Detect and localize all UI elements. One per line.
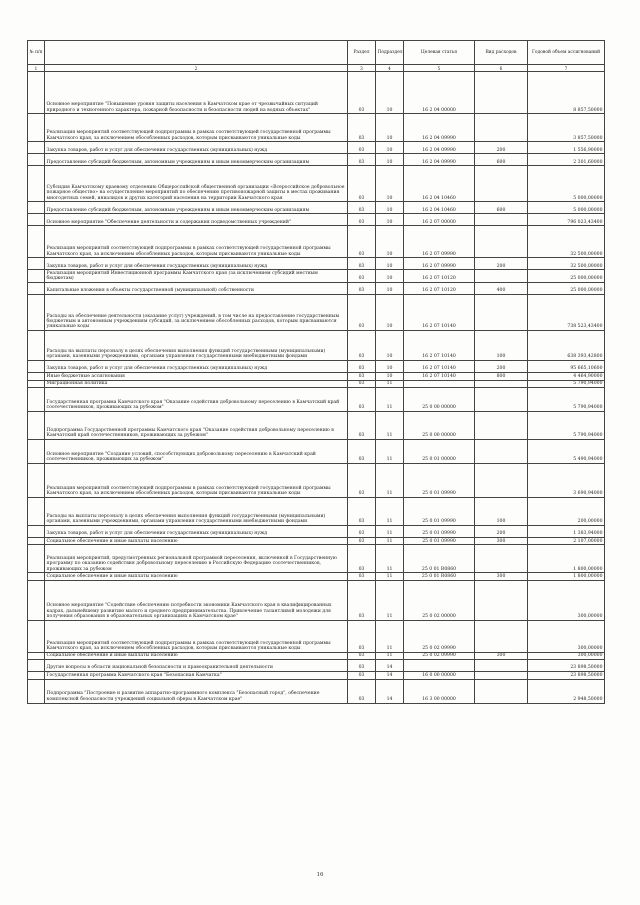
cell-expense: 200 [475,142,528,154]
header-expense: Вид расходов [475,41,528,65]
cell-name: Субсидия Камчатскому краевому отделению Общероссийской общественной организации «Всероссийское добровольное пожарное общество» на осуществление мероприятий по обеспечению противопожарной защиты в местах проживания многодетных семей, инвалидов и других категорий населения на территории Камчатского края [45,166,348,202]
cell-target: 25 0 01 09990 [404,526,475,538]
cell-name: Подпрограмма Государственной программы Камчатского края "Оказание содействия добровольному переселению в Камчатский край соотечественников, проживающих за рубежом" [45,412,348,440]
table-row [28,361,605,373]
cell-num [28,380,45,387]
cell-sum: 2 301,60000 [528,154,605,166]
header-name [45,41,348,65]
cell-sum: 32 500,00000 [528,258,605,270]
table-row [28,380,605,387]
cell-sum: 200,00000 [528,498,605,526]
cell-num [28,258,45,270]
table-row [28,283,605,295]
cell-subsection: 11 [376,573,404,580]
cell-expense: 600 [475,202,528,214]
cell-target: 25 0 01 09990 [404,498,475,526]
cell-target: 16 2 07 10140 [404,373,475,380]
table-row [28,214,605,226]
cell-section: 03 [348,380,376,387]
cell-num [28,620,45,652]
cell-expense [475,545,528,573]
table-row [28,679,605,703]
cell-num [28,331,45,361]
cell-name: Реализация мероприятий соответствующей подпрограммы в рамках соответствующей государственной программы Камчатского края, за исключением обособленных расходов, которым присваиваются уникальные коды [45,620,348,652]
table-row [28,620,605,652]
table-row [28,72,605,114]
cell-expense [475,679,528,703]
header-section: Раздел [348,41,376,65]
cell-section: 03 [348,652,376,659]
cell-target: 16 0 00 00000 [404,672,475,679]
cell-target: 16 3 00 00000 [404,679,475,703]
cell-target: 16 2 04 10460 [404,202,475,214]
column-number-row [28,65,605,72]
cell-num [28,498,45,526]
cell-expense [475,295,528,331]
cell-subsection: 14 [376,660,404,672]
cell-target [404,660,475,672]
cell-expense: 100 [475,331,528,361]
cell-num [28,545,45,573]
cell-section: 03 [348,283,376,295]
table-row [28,270,605,283]
cell-num [28,226,45,258]
cell-num [28,388,45,412]
cell-name: Социальное обеспечение и иные выплаты населению [45,652,348,659]
cell-num [28,526,45,538]
cell-expense [475,388,528,412]
cell-expense: 300 [475,538,528,545]
cell-expense [475,166,528,202]
cell-expense: 100 [475,498,528,526]
cell-num [28,270,45,283]
cell-section: 03 [348,114,376,142]
cell-num [28,412,45,440]
cell-sum: 3 857,50000 [528,114,605,142]
cell-sum: 1 800,00000 [528,545,605,573]
cell-target: 16 2 04 09990 [404,142,475,154]
cell-section: 03 [348,464,376,498]
cell-expense [475,114,528,142]
cell-target: 25 0 01 00000 [404,440,475,464]
cell-sum: 4 464,90000 [528,373,605,380]
table-row [28,573,605,580]
cell-target: 16 2 04 09990 [404,154,475,166]
cell-name: Подпрограмма "Построение и развитие аппаратно-программного комплекса "Безопасный город", обеспечение комплексной безопасности учреждений социальной сферы в Камчатском крае" [45,679,348,703]
cell-num [28,464,45,498]
cell-section: 03 [348,440,376,464]
cell-target: 25 0 01 R0860 [404,545,475,573]
cell-target: 25 0 01 09990 [404,464,475,498]
cell-subsection: 11 [376,440,404,464]
column-number: 2 [45,65,348,72]
cell-sum: 5 000,00000 [528,166,605,202]
cell-expense [475,72,528,114]
cell-name: Расходы на выплаты персоналу в целях обеспечения выполнения функций государственными (муниципальными) органами, казенными учреждениями, органами управления государственными внебюджетными фондами [45,331,348,361]
table-row [28,412,605,440]
cell-subsection: 14 [376,679,404,703]
cell-expense: 300 [475,573,528,580]
cell-section: 03 [348,679,376,703]
cell-target: 25 0 01 09990 [404,538,475,545]
table-row [28,580,605,620]
cell-section: 03 [348,373,376,380]
cell-target: 16 2 04 09990 [404,114,475,142]
cell-target: 16 2 07 10120 [404,283,475,295]
cell-section: 03 [348,498,376,526]
cell-num [28,295,45,331]
cell-num [28,283,45,295]
cell-name: Предоставление субсидий бюджетным, автономным учреждениям и иным некоммерческим организациям [45,154,348,166]
cell-name: Государственная программа Камчатского края "Безопасная Камчатка" [45,672,348,679]
table-header-row [28,41,605,65]
cell-num [28,72,45,114]
column-number: 1 [28,65,45,72]
cell-sum: 5 790,94000 [528,412,605,440]
cell-target: 25 0 02 09990 [404,652,475,659]
header-num: № п/п [28,41,45,65]
cell-subsection: 10 [376,72,404,114]
cell-subsection: 11 [376,498,404,526]
cell-subsection: 11 [376,545,404,573]
cell-target: 25 0 00 00000 [404,388,475,412]
cell-num [28,580,45,620]
cell-name: Закупка товаров, работ и услуг для обеспечения государственных (муниципальных) нужд [45,142,348,154]
cell-expense: 200 [475,361,528,373]
cell-target: 16 2 07 10140 [404,295,475,331]
cell-sum: 1 800,00000 [528,573,605,580]
cell-section: 03 [348,361,376,373]
cell-subsection: 10 [376,202,404,214]
cell-num [28,373,45,380]
cell-sum: 1 556,90000 [528,142,605,154]
cell-subsection: 11 [376,464,404,498]
cell-section: 03 [348,538,376,545]
cell-name: Миграционная политика [45,380,348,387]
cell-name: Реализация мероприятий соответствующей подпрограммы в рамках соответствующей государственной программы Камчатского края, за исключением обособленных расходов, которым присваиваются уникальные коды [45,464,348,498]
cell-num [28,538,45,545]
cell-section: 03 [348,202,376,214]
cell-subsection: 11 [376,380,404,387]
cell-target: 16 2 07 10140 [404,331,475,361]
cell-name: Основное мероприятие "Обеспечение деятельности и содержания подведомственных учреждений" [45,214,348,226]
cell-name: Социальное обеспечение и иные выплаты населению [45,538,348,545]
cell-sum: 5 790,94000 [528,388,605,412]
cell-section: 03 [348,388,376,412]
cell-sum: 796 023,43400 [528,214,605,226]
cell-sum: 1 383,94000 [528,526,605,538]
cell-section: 03 [348,580,376,620]
cell-subsection: 11 [376,620,404,652]
page-number: 16 [316,872,324,878]
cell-subsection: 10 [376,295,404,331]
cell-section: 03 [348,166,376,202]
cell-name: Основное мероприятие "Содействие обеспечению потребности экономики Камчатского края в квалифицированных кадрах, дальнейшему развитию малого и среднего предпринимательства. Привлечение талантливой молодежи для получения образования в образовательных организациях в Камчатском крае" [45,580,348,620]
cell-subsection: 14 [376,672,404,679]
cell-expense: 200 [475,258,528,270]
cell-sum: 638 393,42800 [528,331,605,361]
table-body [28,72,605,703]
cell-num [28,214,45,226]
cell-num [28,672,45,679]
table-row [28,464,605,498]
column-number: 3 [348,65,376,72]
cell-target [404,380,475,387]
column-number: 7 [528,65,605,72]
cell-name: Реализация мероприятий соответствующей подпрограммы в рамках соответствующей государственной программы Камчатского края, за исключением обособленных расходов, которым присваиваются уникальные коды [45,114,348,142]
cell-expense [475,214,528,226]
cell-section: 03 [348,620,376,652]
table-row [28,114,605,142]
cell-num [28,202,45,214]
cell-subsection: 10 [376,154,404,166]
cell-sum: 2 107,00000 [528,538,605,545]
header-sum: Годовой объем ассигнований [528,41,605,65]
cell-subsection: 10 [376,142,404,154]
cell-subsection: 10 [376,270,404,283]
table-row [28,388,605,412]
cell-section: 03 [348,226,376,258]
cell-subsection: 10 [376,166,404,202]
cell-sum: 5 790,94000 [528,380,605,387]
cell-section: 03 [348,331,376,361]
cell-sum: 23 898,50000 [528,672,605,679]
table-row [28,660,605,672]
cell-num [28,361,45,373]
cell-sum: 3 690,94000 [528,464,605,498]
table-row [28,258,605,270]
cell-target: 25 0 01 R0860 [404,573,475,580]
table-row [28,331,605,361]
cell-name: Социальное обеспечение и иные выплаты населению [45,573,348,580]
cell-expense: 300 [475,652,528,659]
cell-target: 16 2 04 10460 [404,166,475,202]
cell-num [28,573,45,580]
budget-table [27,40,605,704]
table-row [28,295,605,331]
table-row [28,154,605,166]
cell-num [28,142,45,154]
cell-expense [475,620,528,652]
cell-name: Закупка товаров, работ и услуг для обеспечения государственных (муниципальных) нужд [45,361,348,373]
cell-target: 16 2 07 00000 [404,214,475,226]
cell-num [28,652,45,659]
cell-section: 03 [348,258,376,270]
cell-target: 16 2 04 00000 [404,72,475,114]
cell-sum: 738 523,43400 [528,295,605,331]
cell-sum: 25 000,00000 [528,270,605,283]
cell-sum: 23 898,50000 [528,660,605,672]
cell-name: Капитальные вложения в объекты государственной (муниципальной) собственности [45,283,348,295]
table-row [28,202,605,214]
cell-target: 16 2 07 09990 [404,226,475,258]
cell-subsection: 10 [376,331,404,361]
cell-target: 25 0 00 00000 [404,412,475,440]
cell-num [28,679,45,703]
cell-section: 03 [348,72,376,114]
table-row [28,545,605,573]
cell-name: Другие вопросы в области национальной безопасности и правоохранительной деятельности [45,660,348,672]
table-row [28,526,605,538]
cell-subsection: 10 [376,226,404,258]
cell-expense [475,672,528,679]
cell-num [28,166,45,202]
cell-expense [475,660,528,672]
cell-sum: 300,00000 [528,652,605,659]
cell-subsection: 11 [376,538,404,545]
column-number: 6 [475,65,528,72]
cell-expense [475,226,528,258]
cell-target: 16 2 07 10120 [404,270,475,283]
cell-sum: 95 665,10600 [528,361,605,373]
cell-name: Предоставление субсидий бюджетным, автономным учреждениям и иным некоммерческим организациям [45,202,348,214]
cell-expense [475,380,528,387]
cell-target: 25 0 02 09990 [404,620,475,652]
cell-subsection: 11 [376,526,404,538]
cell-target: 25 0 02 00000 [404,580,475,620]
cell-section: 03 [348,295,376,331]
cell-section: 03 [348,573,376,580]
cell-subsection: 11 [376,412,404,440]
cell-name: Закупка товаров, работ и услуг для обеспечения государственных (муниципальных) нужд [45,526,348,538]
cell-section: 03 [348,672,376,679]
table-row [28,142,605,154]
column-number: 5 [404,65,475,72]
cell-target: 16 2 07 09990 [404,258,475,270]
cell-subsection: 10 [376,214,404,226]
cell-sum: 25 000,00000 [528,283,605,295]
cell-expense [475,412,528,440]
cell-sum: 32 500,00000 [528,226,605,258]
cell-sum: 5 490,94000 [528,440,605,464]
table-row [28,166,605,202]
cell-section: 03 [348,412,376,440]
cell-name: Расходы на обеспечение деятельности (оказание услуг) учреждений, в том числе на предоставление государственным бюджетным и автономным учреждениям субсидий, за исключением обособленных расходов, которым присваиваются уникальные коды [45,295,348,331]
cell-expense: 600 [475,154,528,166]
cell-section: 03 [348,142,376,154]
cell-name: Закупка товаров, работ и услуг для обеспечения государственных (муниципальных) нужд [45,258,348,270]
cell-section: 03 [348,270,376,283]
cell-sum: 300,00000 [528,620,605,652]
table-row [28,652,605,659]
cell-expense: 800 [475,373,528,380]
cell-num [28,440,45,464]
cell-name: Иные бюджетные ассигнования [45,373,348,380]
cell-section: 03 [348,154,376,166]
table-row [28,440,605,464]
cell-target: 16 2 07 10140 [404,361,475,373]
table-row [28,373,605,380]
cell-sum: 8 857,50000 [528,72,605,114]
header-target: Целевая статья [404,41,475,65]
cell-subsection: 11 [376,388,404,412]
cell-name: Реализация мероприятий Инвестиционной программы Камчатского края (за исключением субсидий местным бюджетам) [45,270,348,283]
cell-num [28,154,45,166]
cell-name: Расходы на выплаты персоналу в целях обеспечения выполнения функций государственными (муниципальными) органами, казенными учреждениями, органами управления государственными внебюджетными фондами [45,498,348,526]
cell-name: Реализация мероприятий соответствующей подпрограммы в рамках соответствующей государственной программы Камчатского края, за исключением обособленных расходов, которым присваиваются уникальные коды [45,226,348,258]
cell-num [28,660,45,672]
cell-subsection: 10 [376,373,404,380]
cell-sum: 5 000,00000 [528,202,605,214]
cell-subsection: 11 [376,580,404,620]
cell-expense [475,270,528,283]
table-row [28,226,605,258]
cell-section: 03 [348,214,376,226]
cell-expense: 200 [475,526,528,538]
cell-name: Основное мероприятие "Повышение уровня защиты населения в Камчатском крае от чрезвычайных ситуаций природного и техногенного характера, пожарной безопасности и безопасности людей на водных объектах" [45,72,348,114]
cell-subsection: 10 [376,258,404,270]
cell-subsection: 11 [376,652,404,659]
cell-name: Реализация мероприятий, предусмотренных региональной программой переселения, включенной в Государственную программу по оказанию содействия добровольному переселению в Российскую Федерацию соотечественников, проживающих за рубежом [45,545,348,573]
cell-sum: 300,00000 [528,580,605,620]
cell-section: 03 [348,660,376,672]
cell-section: 03 [348,526,376,538]
cell-expense [475,580,528,620]
cell-name: Государственная программа Камчатского края "Оказание содействия добровольному переселению в Камчатский край соотечественников, проживающих за рубежом" [45,388,348,412]
table-row [28,672,605,679]
cell-subsection: 10 [376,283,404,295]
cell-num [28,114,45,142]
cell-subsection: 10 [376,361,404,373]
cell-sum: 2 948,50000 [528,679,605,703]
table-row [28,498,605,526]
cell-expense [475,464,528,498]
table-row [28,538,605,545]
cell-name: Основное мероприятие "Создание условий, способствующих добровольному переселению в Камчатский край соотечественников, проживающих за рубежом" [45,440,348,464]
cell-subsection: 10 [376,114,404,142]
cell-expense: 400 [475,283,528,295]
column-number: 4 [376,65,404,72]
cell-section: 03 [348,545,376,573]
cell-expense [475,440,528,464]
header-subsection: Подраздел [376,41,404,65]
